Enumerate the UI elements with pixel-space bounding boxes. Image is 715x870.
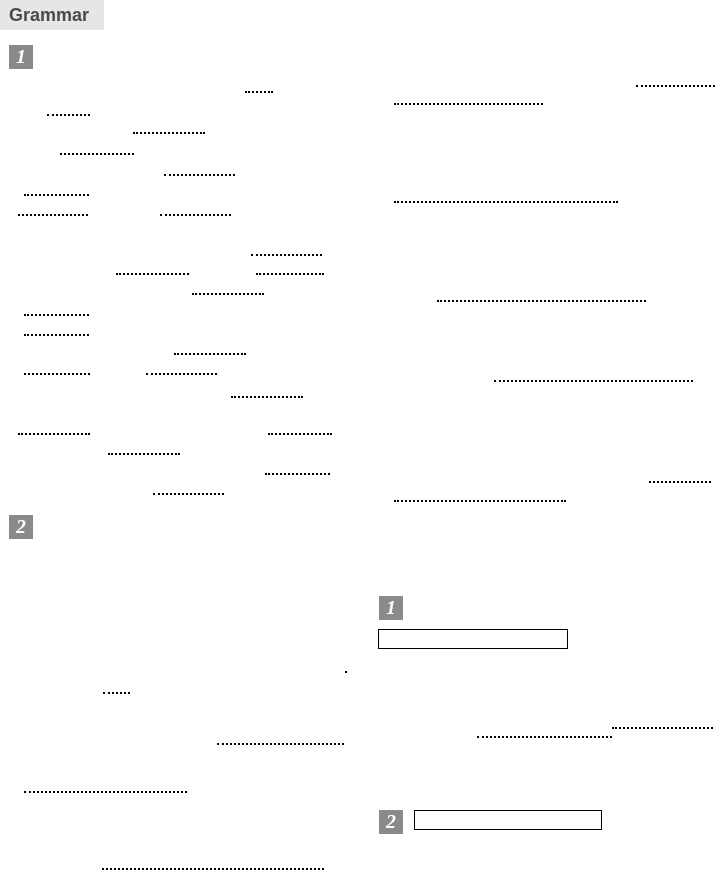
- key-2-number: 2: [379, 810, 403, 834]
- section-title: Grammar: [0, 0, 104, 30]
- answer-blank[interactable]: [174, 353, 246, 355]
- answer-blank[interactable]: [24, 334, 89, 336]
- answer-blank[interactable]: [47, 114, 90, 116]
- answer-blank[interactable]: [268, 433, 332, 435]
- answer-blank[interactable]: [108, 453, 180, 455]
- answer-blank[interactable]: [133, 132, 205, 134]
- key-1-number: 1: [379, 596, 403, 620]
- answer-blank[interactable]: [116, 273, 189, 275]
- answer-blank[interactable]: [60, 153, 134, 155]
- answer-blank[interactable]: [612, 727, 713, 729]
- answer-blank[interactable]: [160, 214, 231, 216]
- answer-blank[interactable]: [24, 314, 89, 316]
- answer-blank[interactable]: [24, 194, 89, 196]
- answer-blank[interactable]: [217, 743, 344, 745]
- answer-blank[interactable]: [153, 493, 224, 495]
- answer-blank[interactable]: [265, 473, 330, 475]
- answer-blank[interactable]: [251, 254, 322, 256]
- answer-blank[interactable]: [24, 791, 187, 793]
- answer-blank[interactable]: [477, 736, 612, 738]
- answer-blank[interactable]: [192, 293, 264, 295]
- answer-blank[interactable]: [231, 396, 303, 398]
- period-mark: [345, 671, 347, 673]
- answer-blank[interactable]: [245, 91, 273, 93]
- answer-blank[interactable]: [394, 500, 566, 502]
- answer-blank[interactable]: [164, 174, 235, 176]
- answer-blank[interactable]: [18, 214, 88, 216]
- answer-blank[interactable]: [256, 273, 324, 275]
- answer-blank[interactable]: [649, 481, 711, 483]
- answer-blank[interactable]: [636, 85, 715, 87]
- answer-box[interactable]: [378, 629, 568, 649]
- answer-blank[interactable]: [494, 380, 693, 382]
- exercise-1-number: 1: [9, 45, 33, 69]
- answer-blank[interactable]: [146, 373, 217, 375]
- answer-blank[interactable]: [18, 433, 90, 435]
- answer-blank[interactable]: [24, 373, 90, 375]
- answer-blank[interactable]: [103, 692, 130, 694]
- answer-box[interactable]: [414, 810, 602, 830]
- answer-blank[interactable]: [394, 201, 618, 203]
- answer-blank[interactable]: [437, 300, 646, 302]
- exercise-2-number: 2: [9, 515, 33, 539]
- answer-blank[interactable]: [394, 103, 543, 105]
